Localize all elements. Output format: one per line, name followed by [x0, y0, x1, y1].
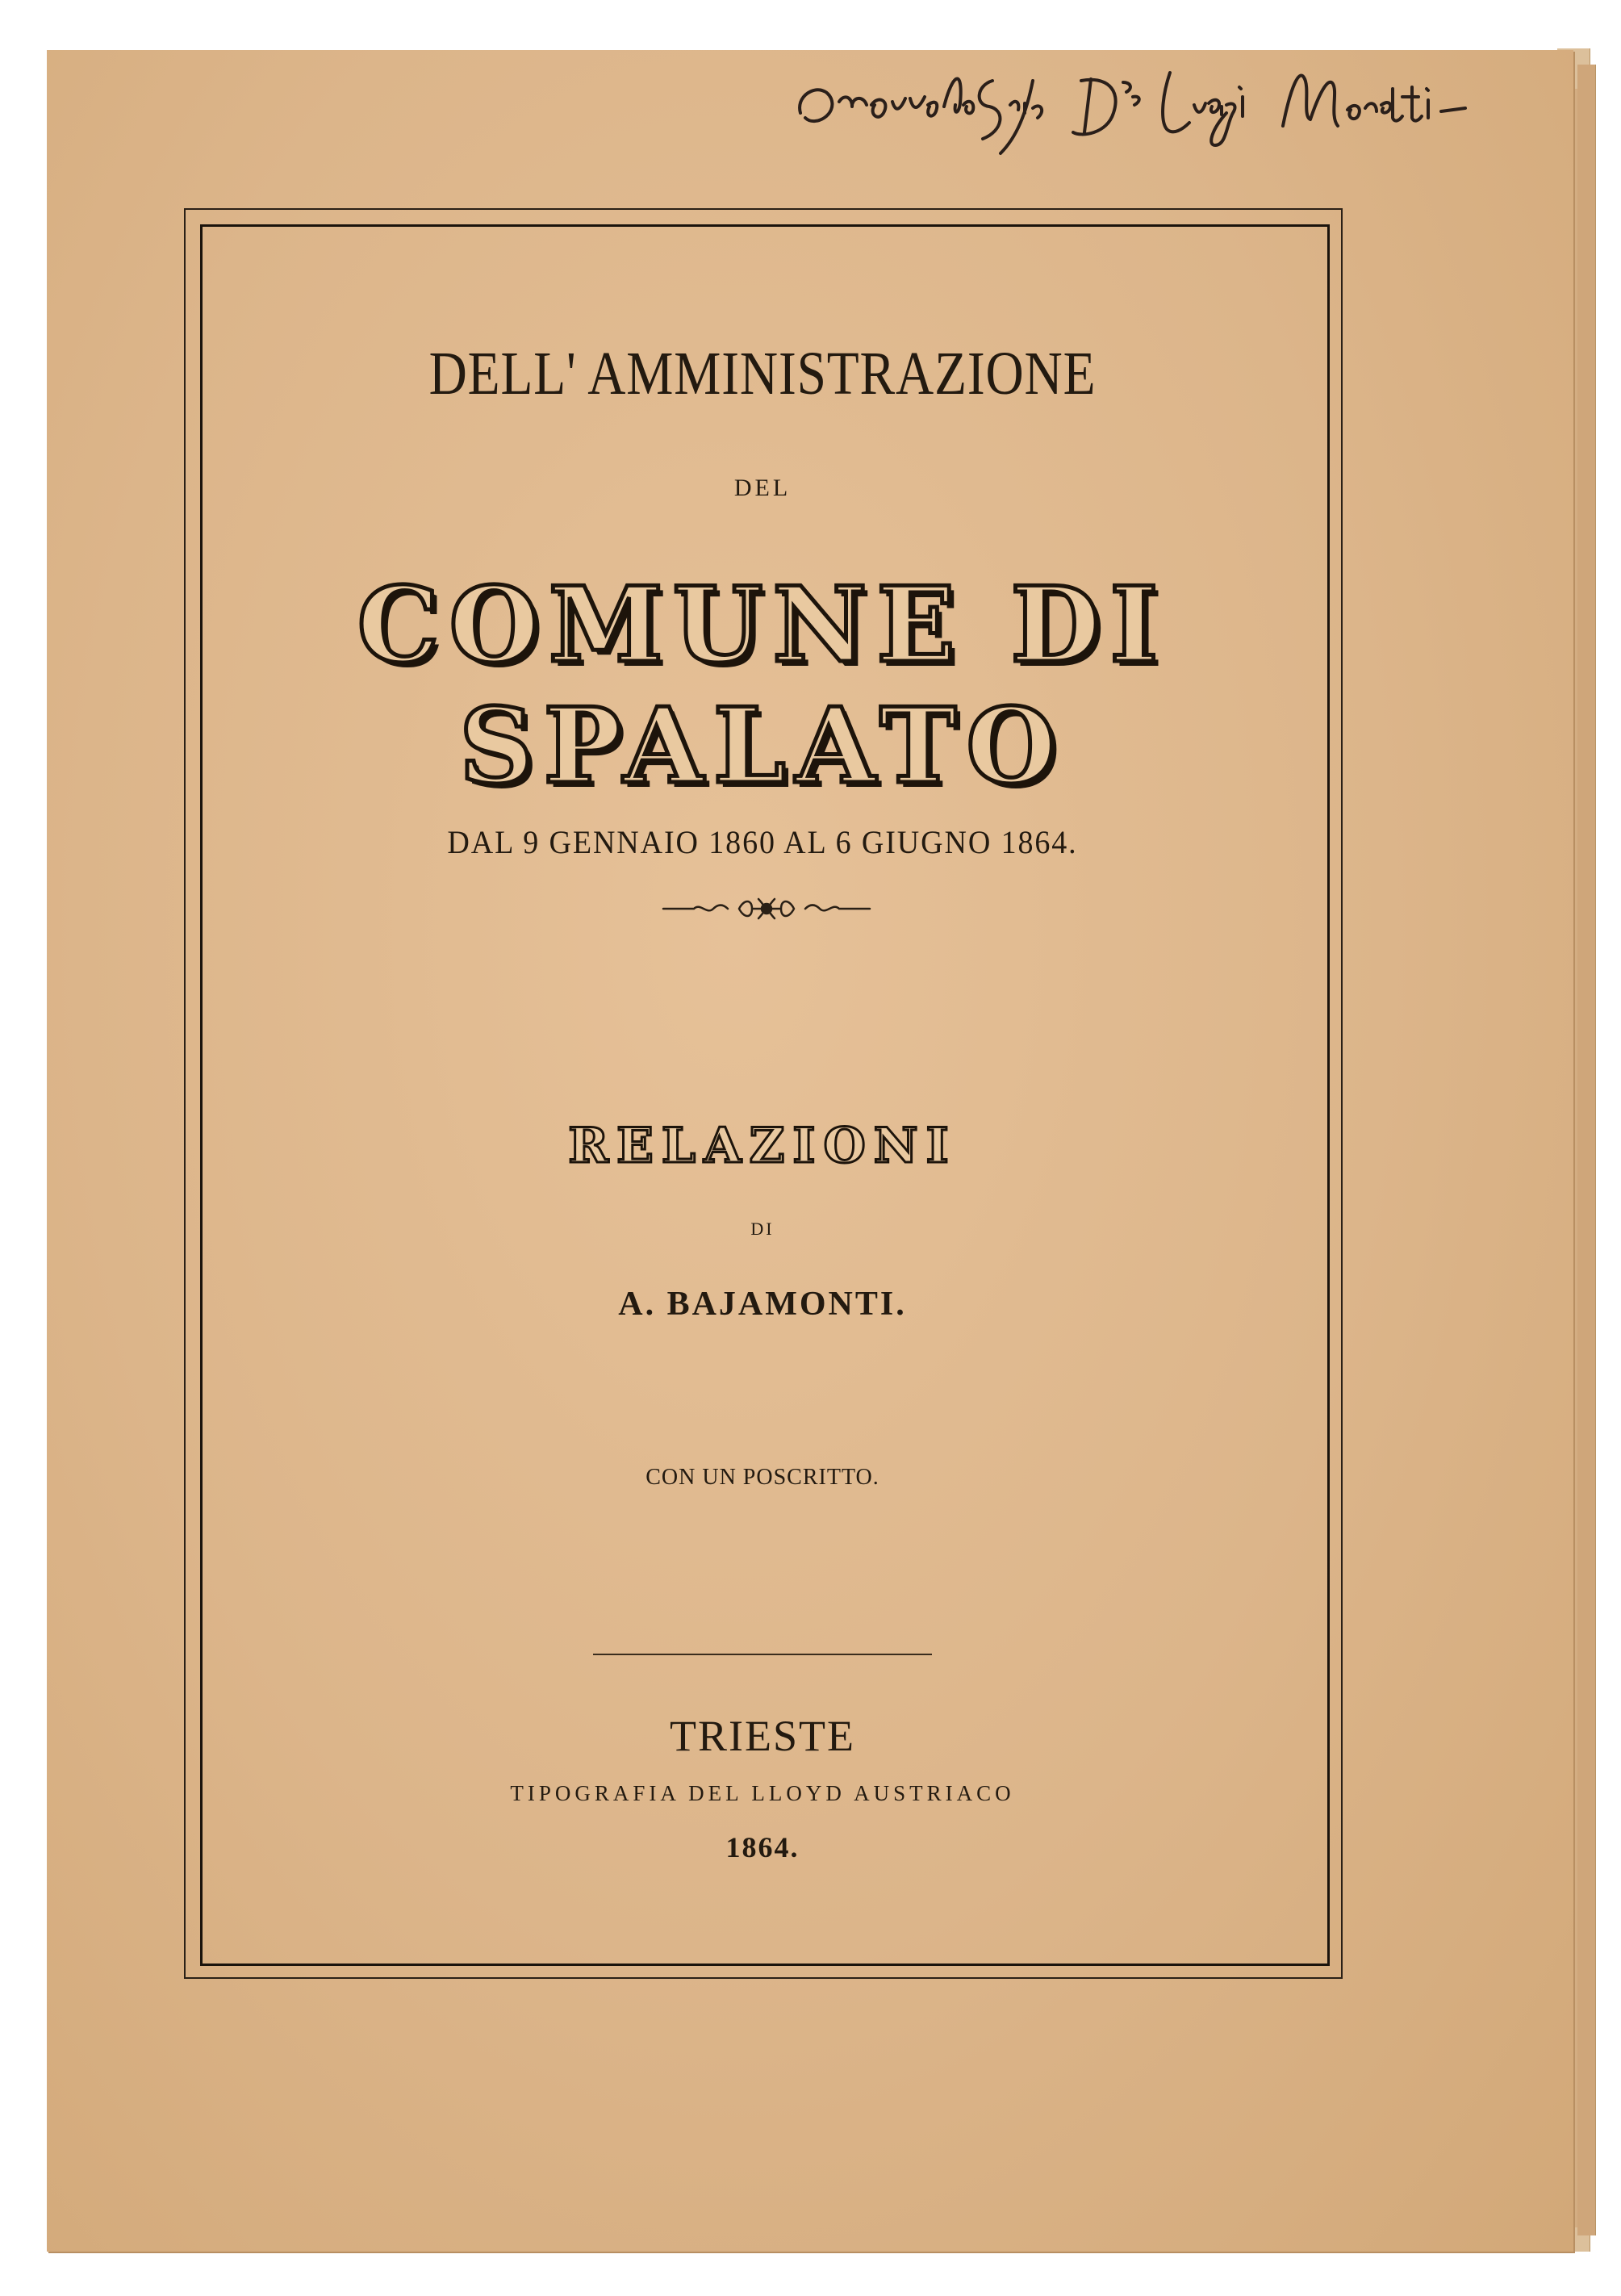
ornament-flourish-icon: [662, 891, 871, 926]
printer-name: TIPOGRAFIA DEL LLOYD AUSTRIACO: [510, 1781, 1015, 1805]
author-name: A. BAJAMONTI.: [618, 1286, 907, 1323]
title-line-1: DELL' AMMINISTRAZIONE: [428, 340, 1097, 408]
title-line-2: DEL: [733, 475, 792, 501]
handwritten-dedication: [791, 48, 1477, 161]
postscript-note: CON UN POSCRITTO.: [645, 1465, 879, 1490]
by-word: DI: [750, 1219, 775, 1239]
subtitle: RELAZIONI: [568, 1118, 957, 1174]
page-stack-edge: [1577, 65, 1596, 2235]
date-range: DAL 9 GENNAIO 1860 AL 6 GIUGNO 1864.: [447, 824, 1078, 860]
publication-year: 1864.: [725, 1831, 800, 1863]
horizontal-rule: [593, 1654, 932, 1655]
publication-city: TRIESTE: [670, 1712, 855, 1760]
main-title: COMUNE DI SPALATO: [357, 565, 1168, 807]
